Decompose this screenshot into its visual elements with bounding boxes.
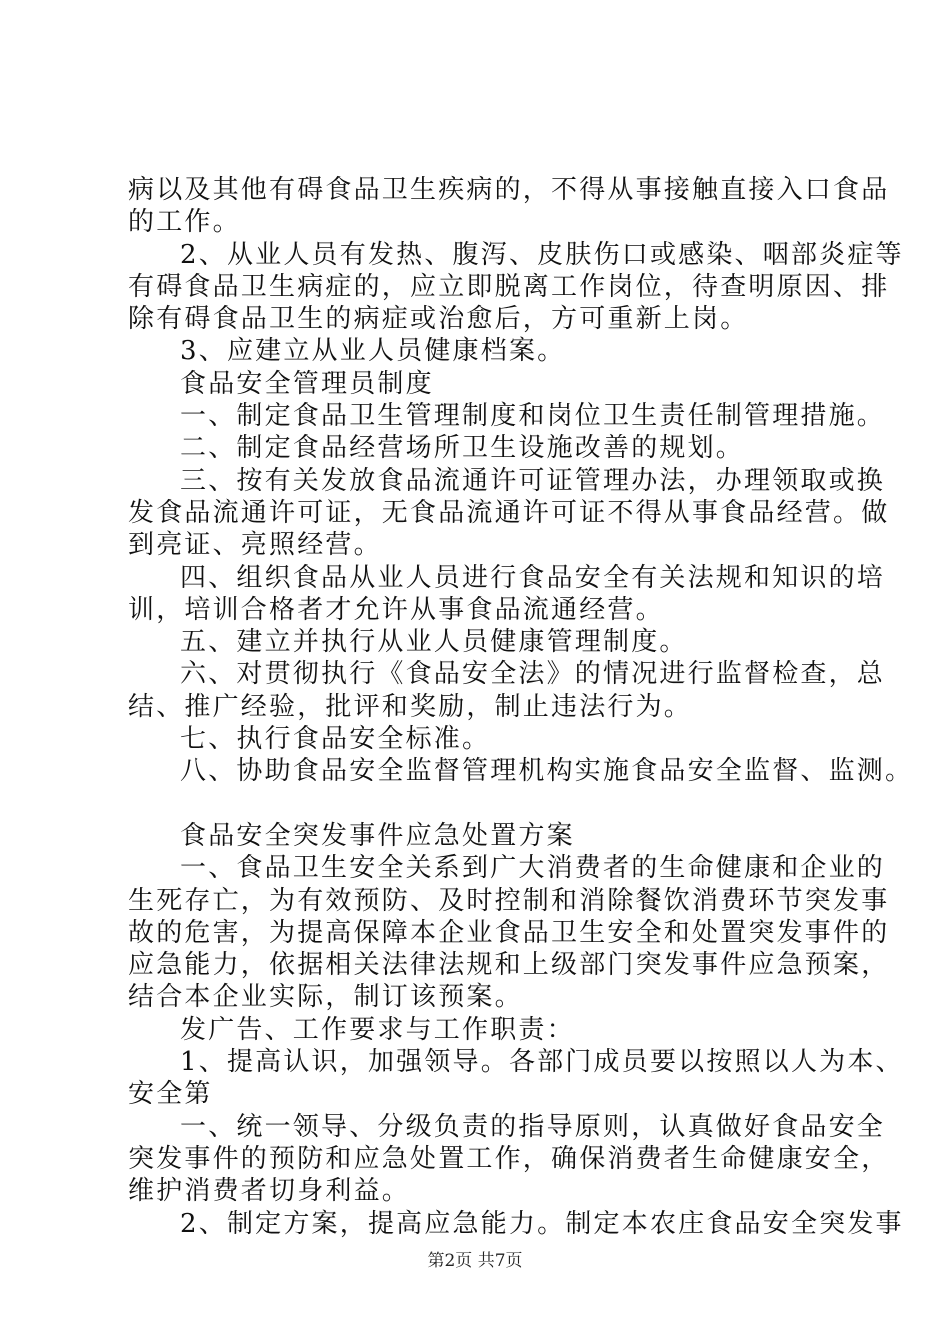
page-indicator: 第2页 共7页 <box>427 1251 523 1271</box>
text-line: 发广告、工作要求与工作职责： <box>180 1014 575 1045</box>
text-line: 二、制定食品经营场所卫生设施改善的规划。 <box>180 433 745 464</box>
section-heading: 食品安全突发事件应急处置方案 <box>180 820 575 851</box>
section-heading: 食品安全管理员制度 <box>180 368 434 399</box>
text-line: 的工作。 <box>128 207 241 238</box>
text-line: 四、组织食品从业人员进行食品安全有关法规和知识的培 <box>180 562 886 593</box>
text-line: 训，培训合格者才允许从事食品流通经营。 <box>128 594 664 625</box>
text-line: 生死存亡，为有效预防、及时控制和消除餐饮消费环节突发事 <box>128 885 890 916</box>
text-line: 3、应建立从业人员健康档案。 <box>180 336 566 367</box>
text-line: 五、建立并执行从业人员健康管理制度。 <box>180 627 688 658</box>
text-line: 结、推广经验，批评和奖励，制止违法行为。 <box>128 691 693 722</box>
text-line: 维护消费者切身利益。 <box>128 1176 411 1207</box>
text-line: 六、对贯彻执行《食品安全法》的情况进行监督检查，总 <box>180 659 886 690</box>
text-line: 安全第 <box>128 1079 213 1110</box>
text-line: 到亮证、亮照经营。 <box>128 530 382 561</box>
text-line: 三、按有关发放食品流通许可证管理办法，办理领取或换 <box>180 465 886 496</box>
text-line: 一、统一领导、分级负责的指导原则，认真做好食品安全 <box>180 1111 886 1142</box>
text-line: 八、协助食品安全监督管理机构实施食品安全监督、监测。 <box>180 756 914 787</box>
text-line: 2、从业人员有发热、腹泻、皮肤伤口或感染、咽部炎症等 <box>180 239 904 270</box>
text-line: 病以及其他有碍食品卫生疾病的，不得从事接触直接入口食品 <box>128 175 890 205</box>
text-line: 突发事件的预防和应急处置工作，确保消费者生命健康安全， <box>128 1143 890 1174</box>
text-line: 有碍食品卫生病症的，应立即脱离工作岗位，待查明原因、排 <box>128 271 890 302</box>
text-line: 应急能力，依据相关法律法规和上级部门突发事件应急预案， <box>128 950 890 981</box>
text-line: 一、制定食品卫生管理制度和岗位卫生责任制管理措施。 <box>180 401 886 432</box>
text-line: 除有碍食品卫生的病症或治愈后，方可重新上岗。 <box>128 304 749 335</box>
document-body <box>128 174 914 1240</box>
text-line: 结合本企业实际，制订该预案。 <box>128 982 523 1013</box>
paragraph-gap <box>128 788 843 820</box>
text-line: 一、食品卫生安全关系到广大消费者的生命健康和企业的 <box>180 853 886 884</box>
text-line: 1、提高认识，加强领导。各部门成员要以按照以人为本、 <box>180 1047 904 1078</box>
text-line: 发食品流通许可证，无食品流通许可证不得从事食品经营。做 <box>128 497 890 528</box>
text-line: 2、制定方案，提高应急能力。制定本农庄食品安全突发事 <box>180 1208 904 1239</box>
text-line: 故的危害，为提高保障本企业食品卫生安全和处置突发事件的 <box>128 917 890 948</box>
text-line: 七、执行食品安全标准。 <box>180 724 491 755</box>
